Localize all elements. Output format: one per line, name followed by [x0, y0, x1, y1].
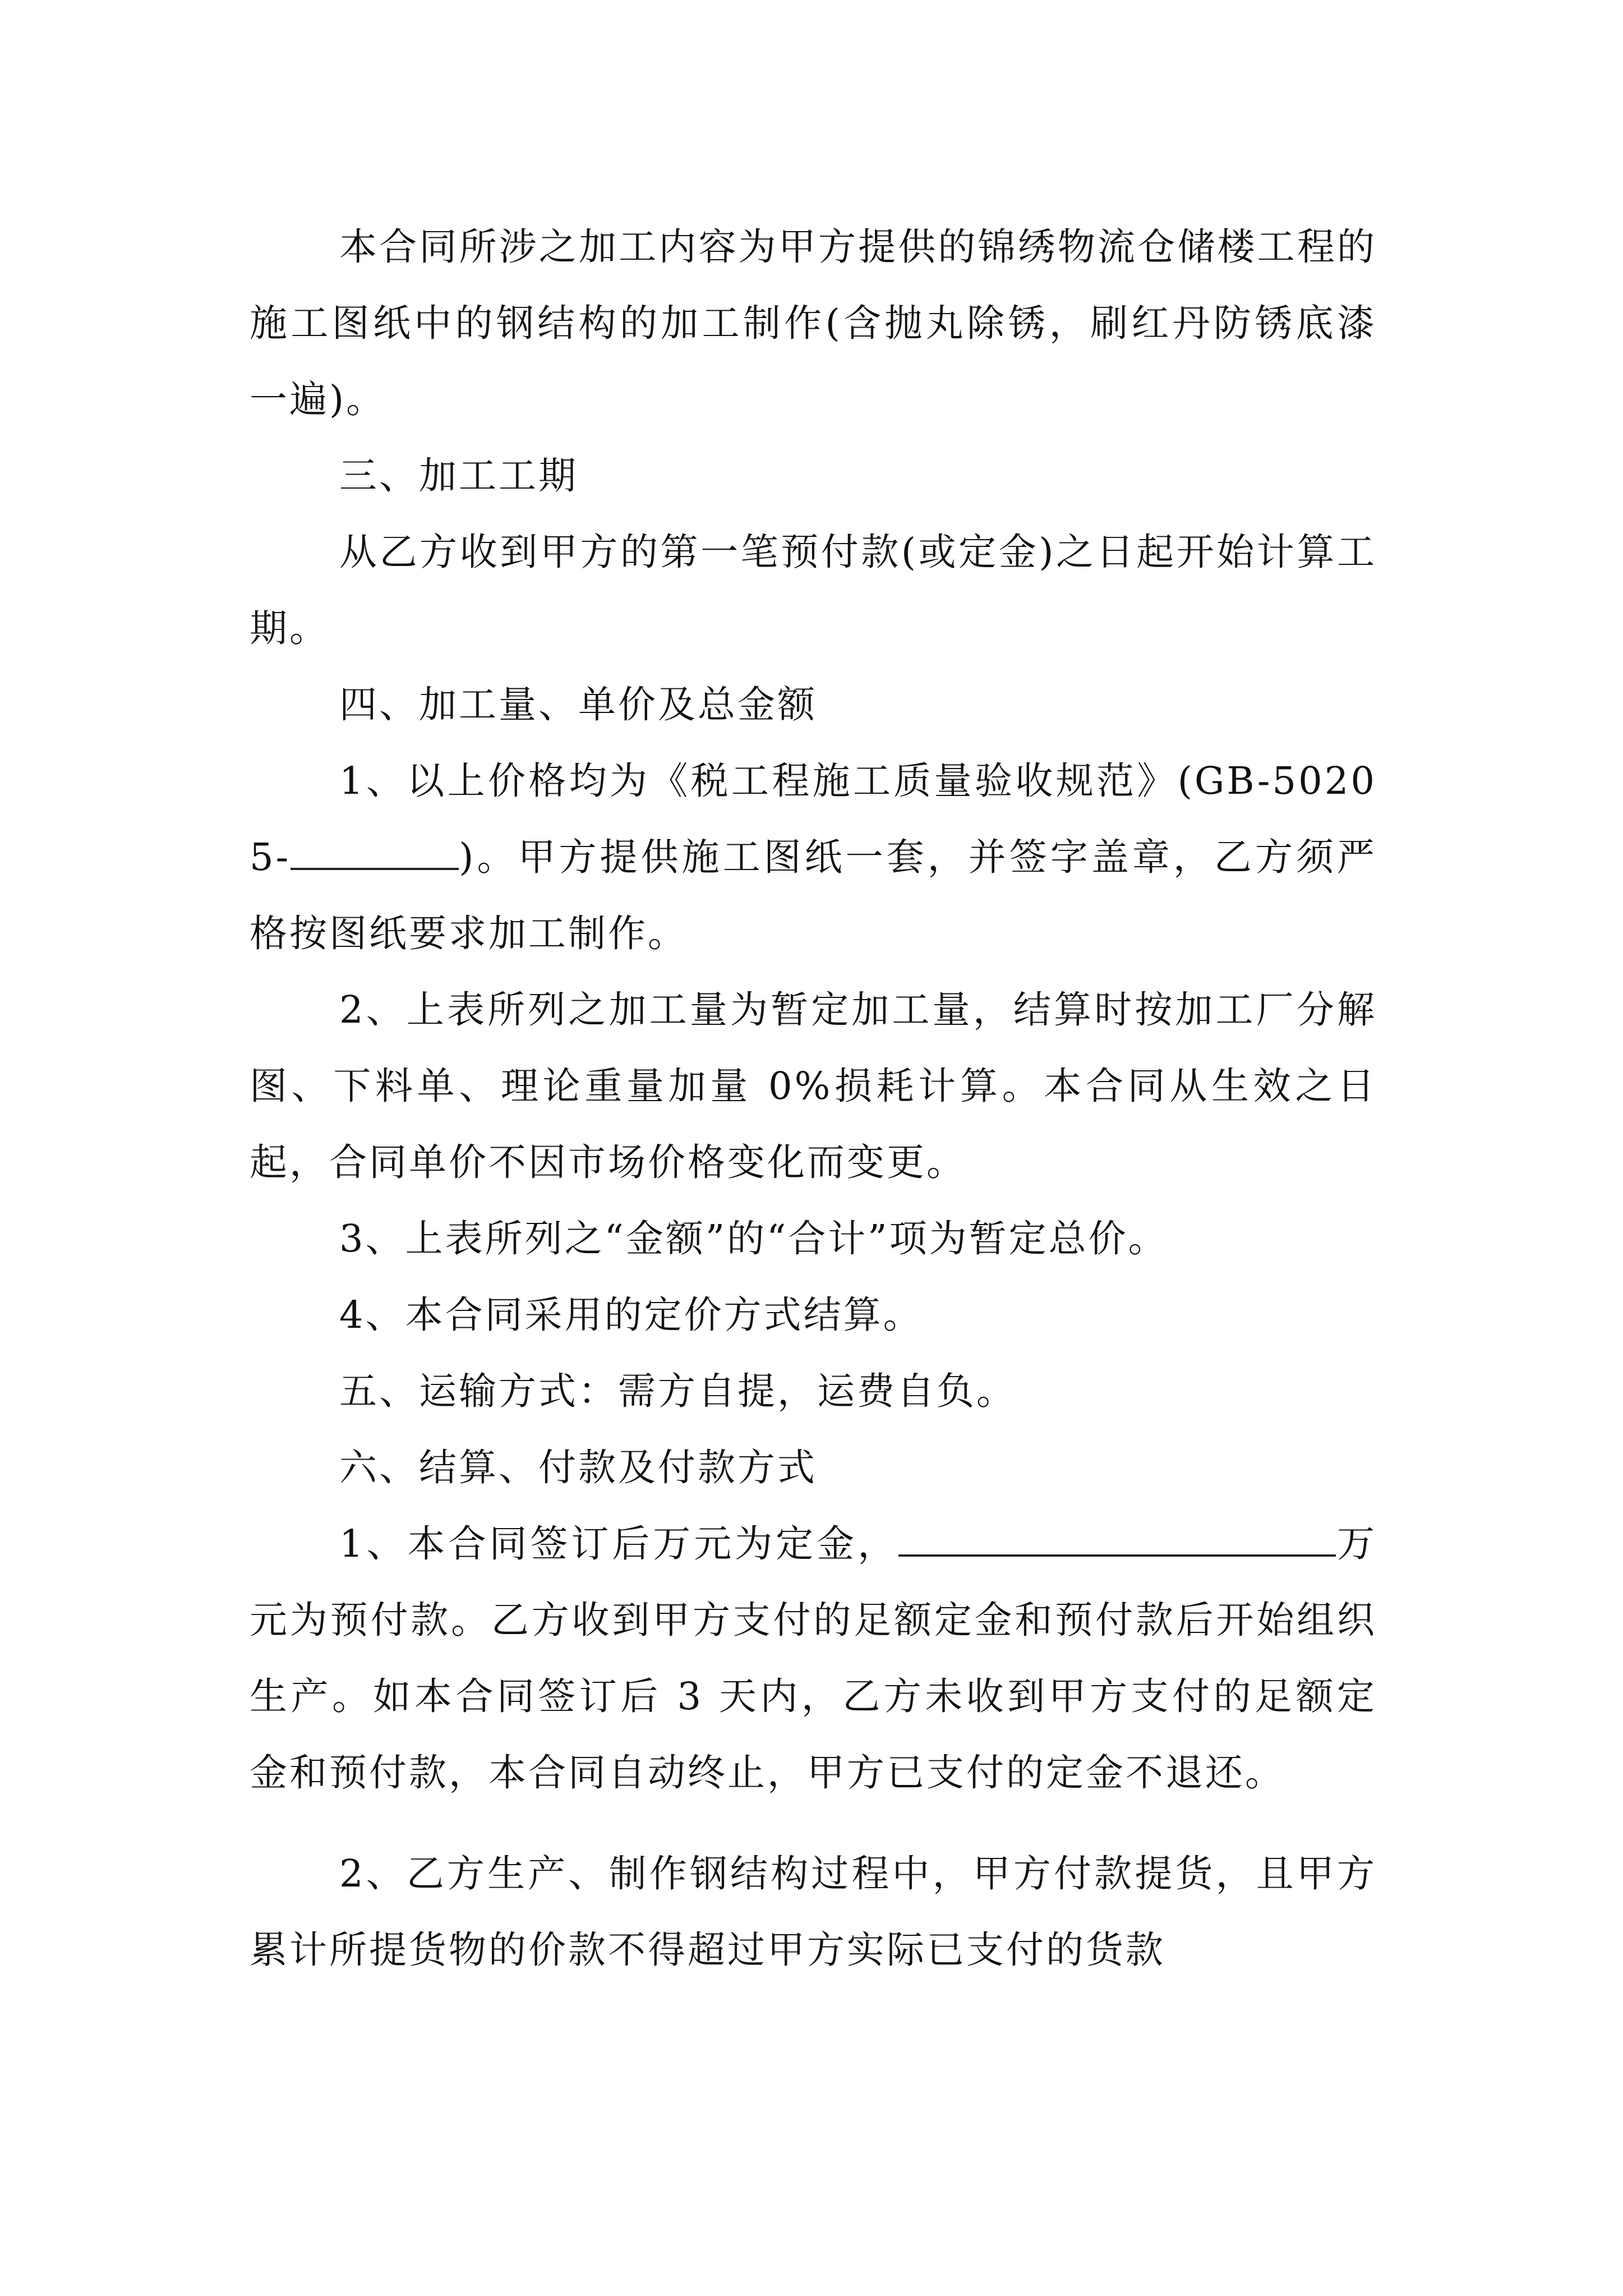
- section-heading-transport: 五、运输方式：需方自提，运费自负。: [339, 1369, 1016, 1413]
- price-standard-text-start: 1、以上价格均为《税工程施工质量验收规范》(GB-50205-: [250, 759, 1377, 879]
- prepayment-amount-blank: [898, 1521, 1336, 1557]
- paragraph-total-price: 3、上表所列之“金额”的“合计”项为暂定总价。: [339, 1217, 1168, 1260]
- section-heading-quantity-price: 四、加工量、单价及总金额: [339, 683, 817, 726]
- paragraph-period-start: 从乙方收到甲方的第一笔预付款(或定金)之日起开始计算工期。: [250, 530, 1377, 650]
- paragraph-processing-content: 本合同所涉之加工内容为甲方提供的锦绣物流仓储楼工程的施工图纸中的钢结构的加工制作(含抛丸除锈，刷红丹防锈底漆一遍)。: [250, 225, 1377, 421]
- section-heading-processing-period: 三、加工工期: [339, 454, 578, 498]
- paragraph-pricing-method: 4、本合同采用的定价方式结算。: [339, 1293, 923, 1337]
- standard-year-blank: [291, 834, 459, 870]
- paragraph-price-standard: [250, 743, 1377, 972]
- deposit-text-end: 万元为预付款。乙方收到甲方支付的足额定金和预付款后开始组织生产。如本合同签订后 3 天内，乙方未收到甲方支付的足额定金和预付款，本合同自动终止，甲方已支付的定金不退还。: [250, 1522, 1377, 1795]
- paragraph-pickup-payment: 2、乙方生产、制作钢结构过程中，甲方付款提货，且甲方累计所提货物的价款不得超过甲方实际已支付的货款: [250, 1852, 1377, 1972]
- paragraph-deposit: [250, 1506, 1377, 1811]
- document-body: [250, 209, 1377, 1988]
- price-standard-text-end: )。甲方提供施工图纸一套，并签字盖章，乙方须严格按图纸要求加工制作。: [250, 835, 1377, 955]
- paragraph-quantity-settlement: 2、上表所列之加工量为暂定加工量，结算时按加工厂分解图、下料单、理论重量加量 0%损耗计算。本合同从生效之日起，合同单价不因市场价格变化而变更。: [250, 988, 1377, 1184]
- section-heading-payment: 六、结算、付款及付款方式: [339, 1446, 817, 1489]
- deposit-text-start: 1、本合同签订后万元为定金，: [339, 1522, 899, 1566]
